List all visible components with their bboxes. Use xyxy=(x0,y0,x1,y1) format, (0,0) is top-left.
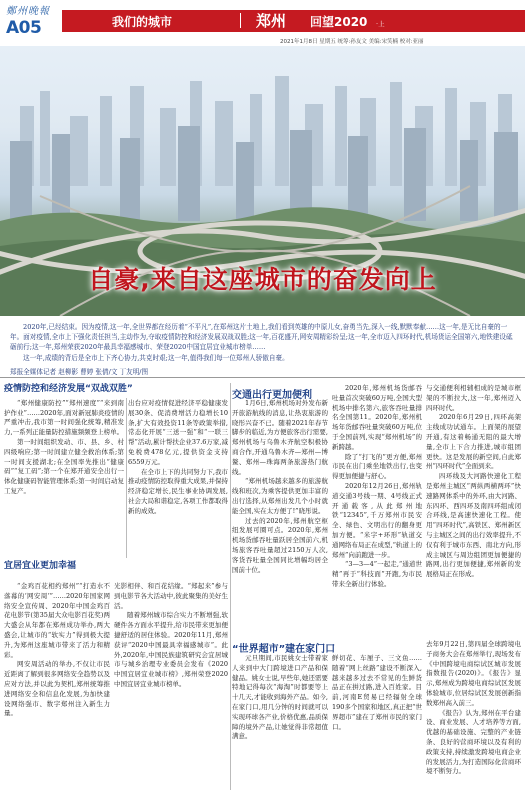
article-paragraph: “郑州机场越来越多的旅游航线和班次,为乘客提供更加丰富的出行选择,从郑州出发几个小时就能全国,实在太方便了!”晓彤说。 xyxy=(232,477,328,515)
traffic-section-cont2 xyxy=(426,384,521,580)
intro-paragraph xyxy=(10,322,515,363)
banner-divider xyxy=(240,13,241,28)
article-paragraph: 2020年12月26日,郑州轨道交通3号线一期、4号线正式开通载客,从此郑州地铁“12345”,千万郑州市民安全、绿色、文明出行的翻身更加方便。“米字+环形”轨道交通网络布局正在成型,“轨道上的郑州”向前跑进一步。 xyxy=(332,481,422,559)
article-paragraph: 与交通便利相辅相成的是城市框架的不断拉大,这一年,郑州迈入四环时代。 xyxy=(426,384,521,412)
article-paragraph: 出台应对疫情促进经济平稳健康发展30条、促消费增活力稳增长10条,扩大有效投资11条等政策举措,常态化开展“三送一强”和“一联三帮”活动,累计帮扶企业37.6万家,减免税费478亿元,提供资金支持6559万元。 xyxy=(128,399,228,466)
article-paragraph: 元旦期间,市民姚女士带着家人来到中大门跨境进口产品和保健品。姚女士说,早些年,她还需要特地记得每次“海淘”时都要等上十几天,才能收到海外产品。如今,在家门口,用几分钟的时间就可以实现环球各产业,价格优惠,品质保障的境外产品,让她觉得非常超值满意。 xyxy=(232,654,328,741)
livable-section xyxy=(4,582,110,719)
livable-section-cont xyxy=(114,582,228,690)
article-paragraph: 2020年,郑州机场货邮吞吐量首次突破60万吨,全国大型机场中排名第六,旅客吞吐量排名全国第11。2020年,郑州机场年货邮吞吐量突破60万吨,位于全国前列,实现“郑州机场”的新跨越。 xyxy=(332,384,422,451)
article-paragraph: “3—3—4”一起走,“通道世精”再于“科技面”开跑,为市民带来全新出行体验。 xyxy=(332,560,422,588)
article-paragraph: 除了“打飞的”更方便,郑州市民在出门乘坐地铁出行,也变得更加便捷与舒心。 xyxy=(332,452,422,481)
column-name: 我们的城市 xyxy=(112,15,173,29)
intro-text: 2020年,已经结束。因为疫情,这一年,全世界都在经历着“不平凡”,在郑州这片土地上,我们看到英雄的中原儿女,奋勇当先,深入一线,默默奉献……这一年,是无比自豪的一年。面对疫情,全市上下强化责任担当,主动作为,夺取疫情防控和经济发展双战双胜;这一年,百花盛开,网安周精彩纷呈;这一年,全市迈入四环时代,机场货运全国第六,地铁建设砥砺前行;这一年,郑州荣获2020年最具幸福感城市、荣登2020中国宜居宜业城市榜单…… xyxy=(10,323,513,352)
livable-heading-wrap xyxy=(4,560,228,576)
newspaper-brand: 鄭州晚報 xyxy=(6,6,50,17)
article-paragraph: “郑州健康防控”“郑州速度”“来到南护作业”……2020年,面对新冠肺炎疫情的严重冲击,我市第一时间强化统筹,精准发力,一系列正能量防控措施频频登上榜单。 xyxy=(4,398,124,437)
article-paragraph: 过去的2020年,郑州航空枢纽发展可圈可点。2020年,郑州机场货邮吞吐量跃居全国前六,机场旅客吞吐量超过2150万人次,客货吞吐量全国同比增幅均居全国前十位。 xyxy=(232,516,328,574)
column-divider xyxy=(126,398,127,558)
traffic-section xyxy=(232,399,328,575)
epidemic-section xyxy=(4,383,133,497)
intro-text-2: 这一年,成绩的背后是全市上下齐心协力,共克时艰;这一年,值得我们每一位郑州人骄傲自豪。 xyxy=(23,353,289,362)
hero-photo xyxy=(0,46,525,316)
series-part: ·上 xyxy=(376,20,385,28)
article-paragraph: 1月6日,郑州机场对外发布新开旅游航线的消息,让热衷旅游的晓彤兴奋不已。随着2021年春节脚步的临近,为方便旅客出行需要,郑州机场与乌鲁木齐航空积极协商合作,开通乌鲁木齐—郑州—博鳌、郑州—珠海两条旅游热门航线。 xyxy=(232,399,328,476)
traffic-heading: 交通出行更加便利 xyxy=(232,390,312,401)
column-divider xyxy=(230,383,231,790)
article-paragraph: 网安周活动的举办,不仅让市民近距离了解到很多网络安全趋势以及应对方法,并以此为契机,郑州统筹推进网络安全和信息化发展,为加快建设网络强市、数字郑州注入新生力量。 xyxy=(4,660,110,718)
section-banner xyxy=(62,10,525,32)
article-paragraph: 第一时间组织发动、市、县、乡、村四级响应;第一时间建立健全救治体系;第一时间支援湖北;在全国率先推出“健康码”“复工码”;第一个在郑开通安全出行一体化健康码智能管理体系;第一时间启动复工复产。 xyxy=(4,437,124,495)
masthead xyxy=(0,0,525,46)
article-paragraph: 随着郑州城市综合实力不断增强,软硬件各方面水平提升,给市民带来更加便捷舒适的居住体验。2020年11月,郑州获评“2020中国最具幸福感城市”。此外,2020年,中国民族建筑研究会宜居城市与城乡治理专业委员会发布《2020中国宜居宜业城市榜》,郑州荣登2020中国宜居宜业城市榜单。 xyxy=(114,611,228,688)
hero-headline: 自豪,来自这座城市的奋发向上 xyxy=(88,265,437,294)
page-number: A05 xyxy=(6,18,42,38)
divider xyxy=(0,377,525,378)
article-paragraph: 《报告》认为,郑州在平台建设、商业发展、人才培养等方面,优越的基础设施、完整的产业链条、良好的营商环境以及有利的政策支持,持续激发跨境电商企业的发展活力,为打造国际化营商环境不断努力。 xyxy=(426,708,521,776)
series-name: 回望2020 xyxy=(310,15,368,29)
article-paragraph: 光影相伴、和百花结缘。“郑起来”参与到电影节各大活动中,彼此聚集的美好生活。 xyxy=(114,582,228,610)
article-paragraph: “金鸡百花相约郑州”“打造水不落幕的‘网安周’”……2020年国家网络安全宣传周、2020年中国金鸡百花电影节(第35届大众电影百花奖)两大盛会从年都在郑州成功举办,两大盛会,让城市的“软实力”得到极大提升,为郑州这座城市带来了活力和精彩。 xyxy=(4,582,110,659)
issue-meta: 2021年1月8日 星期五 统筹:孙友文 美编:宋笑楠 校对:亚丽 xyxy=(280,39,424,45)
article-paragraph: 鲜切花、车厘子、三文鱼……随着“网上丝路”建设不断深入,越来越多过去不常见的生鲜货品正在拼过路,进入百姓家。目前,河南E贸易已经辐射全球190多个国家和地区,真正把“世界超市”建在了郑州市民的家门口。 xyxy=(332,654,422,731)
supermarket-section-cont2 xyxy=(426,640,521,777)
traffic-section-cont xyxy=(332,384,422,590)
livable-heading: 宜居宜业更加幸福 xyxy=(4,561,77,571)
city-name: 郑州 xyxy=(256,12,287,30)
supermarket-section-cont xyxy=(332,654,422,732)
epidemic-section-cont xyxy=(128,399,228,517)
supermarket-section xyxy=(232,654,328,742)
byline: 郑报全媒体记者 赵柳影 曹婷 张倩/文 丁友明/图 xyxy=(10,368,149,376)
article-paragraph: 2020年6月29日,四环高架主线成功试通车。上面架的展望开通,有这着畅通无阻的最大增量,全市上下合力推进,城市组团更快。这是发展的新空间,自此郑州“四环时代”全面到来。 xyxy=(426,413,521,471)
supermarket-heading: “世界超市”建在家门口 xyxy=(232,644,336,655)
article-paragraph: 去年9月22日,第四届全球跨境电子商务大会在郑州举行,现场发布《中国跨境电商综试区城市发展指数报告(2020)》。《报告》显示,郑州成为跨境电商综试区发展体验城市,位居综试区发展创新指数郑州高入前三。 xyxy=(426,640,521,707)
article-paragraph: 四环线及大河路快速化工程是郑州主城区“两纵两横两环”快速路网体系中的外环,由大河路、东四环、西四环及南四环组成闭合环线,是高速快速化工程。使用“四环时代”,高铁区、郑州新区与主城区之间的出行效率提升,不仅有利于城市东西、南北方向,形成主城区与周边组团更加便捷的路网,出行更加便捷,郑州新的发展格局正在形成。 xyxy=(426,472,521,579)
epidemic-heading: 疫情防控和经济发展“双战双胜” xyxy=(4,384,133,394)
article-paragraph: 在全市上下的共同努力下,我市推动疫情防控取得重大成果,并保持经济稳定增长,民生事业协调发展,社会大局和谐稳定,各项工作都取得新的成效。 xyxy=(128,467,228,515)
